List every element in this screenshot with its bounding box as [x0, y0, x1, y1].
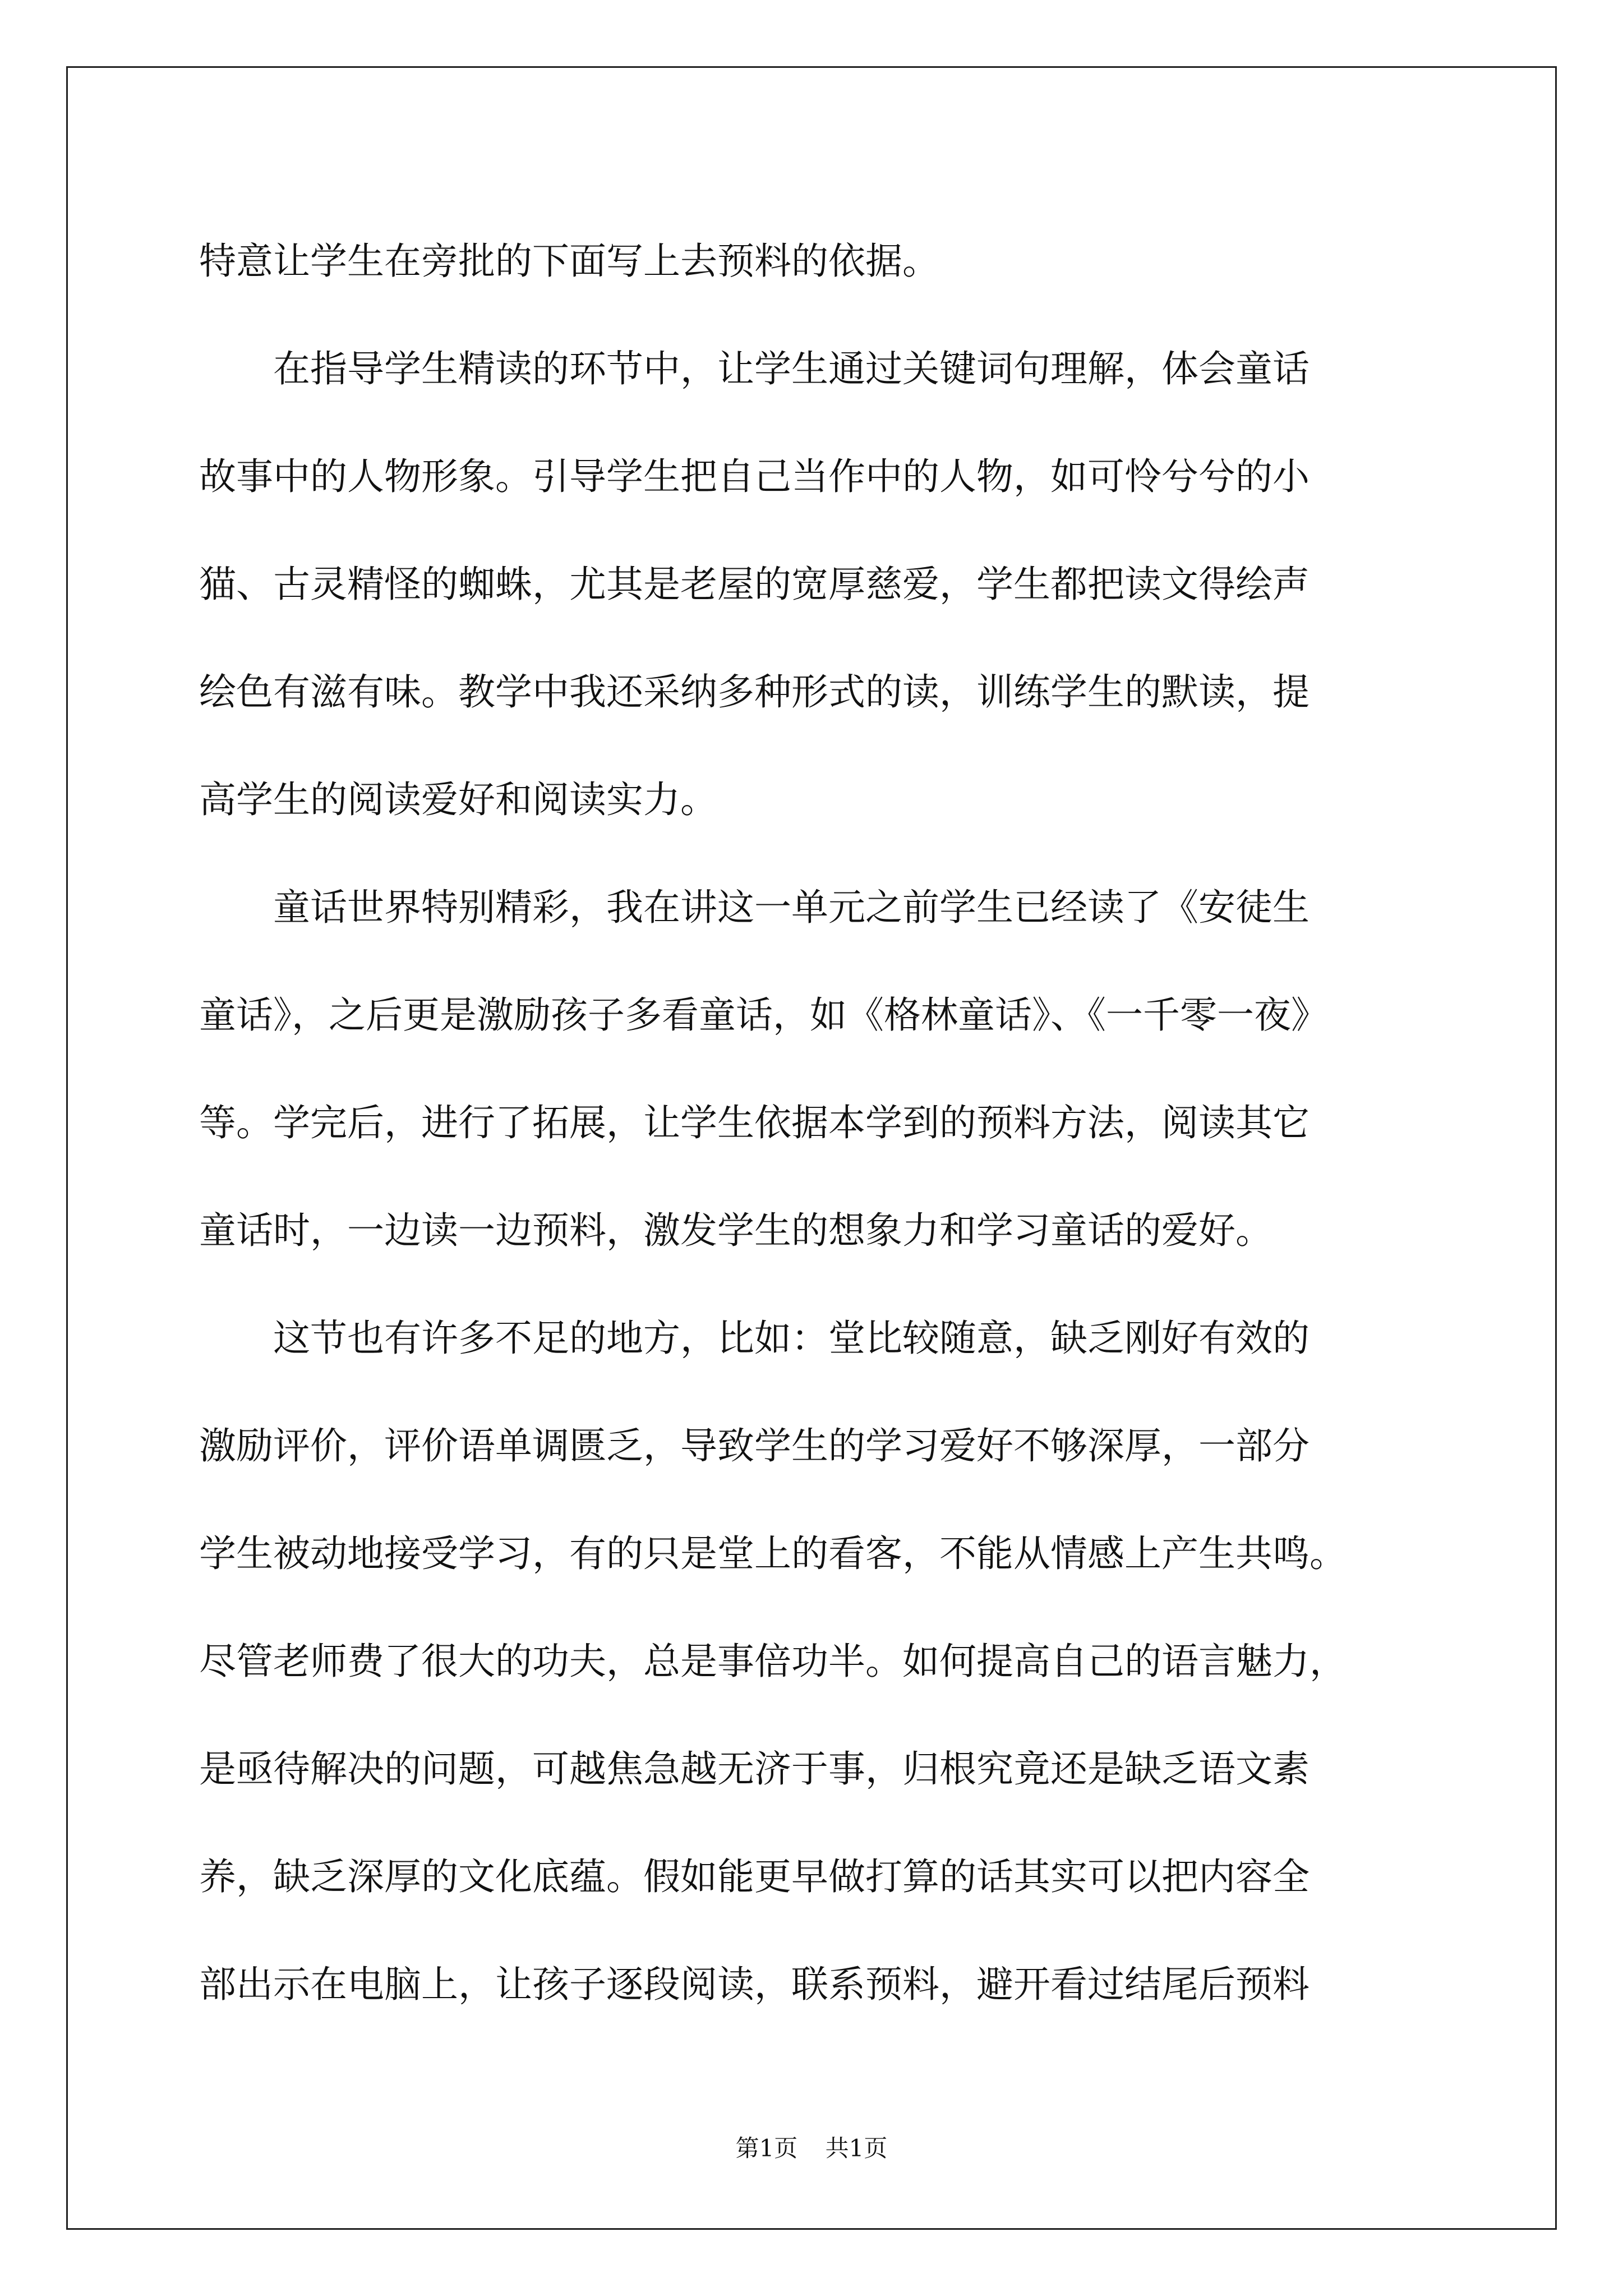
text-line: 童话世界特别精彩，我在讲这一单元之前学生已经读了《安徒生 — [199, 886, 1310, 929]
text-line: 养，缺乏深厚的文化底蕴。假如能更早做打算的话其实可以把内容全 — [199, 1855, 1310, 1898]
page-footer — [0, 2132, 1623, 2165]
text-line: 尽管老师费了很大的功夫，总是事倍功半。如何提高自己的语言魅力， — [199, 1640, 1347, 1683]
text-line: 童话时，一边读一边预料，激发学生的想象力和学习童话的爱好。 — [199, 1209, 1272, 1252]
text-line: 学生被动地接受学习，有的只是堂上的看客，不能从情感上产生共鸣。 — [199, 1532, 1347, 1575]
text-line: 在指导学生精读的环节中，让学生通过关键词句理解，体会童话 — [199, 347, 1310, 390]
text-line: 猫、古灵精怪的蜘蛛，尤其是老屋的宽厚慈爱，学生都把读文得绘声 — [199, 563, 1310, 606]
text-line: 这节也有许多不足的地方，比如：堂比较随意，缺乏刚好有效的 — [199, 1317, 1310, 1360]
text-line: 高学生的阅读爱好和阅读实力。 — [199, 778, 717, 821]
text-line: 激励评价，评价语单调匮乏，导致学生的学习爱好不够深厚，一部分 — [199, 1424, 1310, 1467]
text-line: 绘色有滋有味。教学中我还采纳多种形式的读，训练学生的默读，提 — [199, 670, 1310, 714]
text-line: 特意让学生在旁批的下面写上去预料的依据。 — [199, 240, 939, 283]
text-line: 是亟待解决的问题，可越焦急越无济于事，归根究竟还是缺乏语文素 — [199, 1747, 1310, 1791]
page-total: 共1页 — [825, 2134, 888, 2162]
document-body — [199, 208, 1424, 2039]
text-line: 童话》，之后更是激励孩子多看童话，如《格林童话》、《一千零一夜》 — [199, 993, 1328, 1037]
text-line: 故事中的人物形象。引导学生把自己当作中的人物，如可怜兮兮的小 — [199, 455, 1310, 498]
text-line: 等。学完后，进行了拓展，让学生依据本学到的预料方法，阅读其它 — [199, 1101, 1310, 1144]
page-number: 第1页 — [735, 2134, 798, 2162]
text-line: 部出示在电脑上，让孩子逐段阅读，联系预料，避开看过结尾后预料 — [199, 1963, 1310, 2006]
